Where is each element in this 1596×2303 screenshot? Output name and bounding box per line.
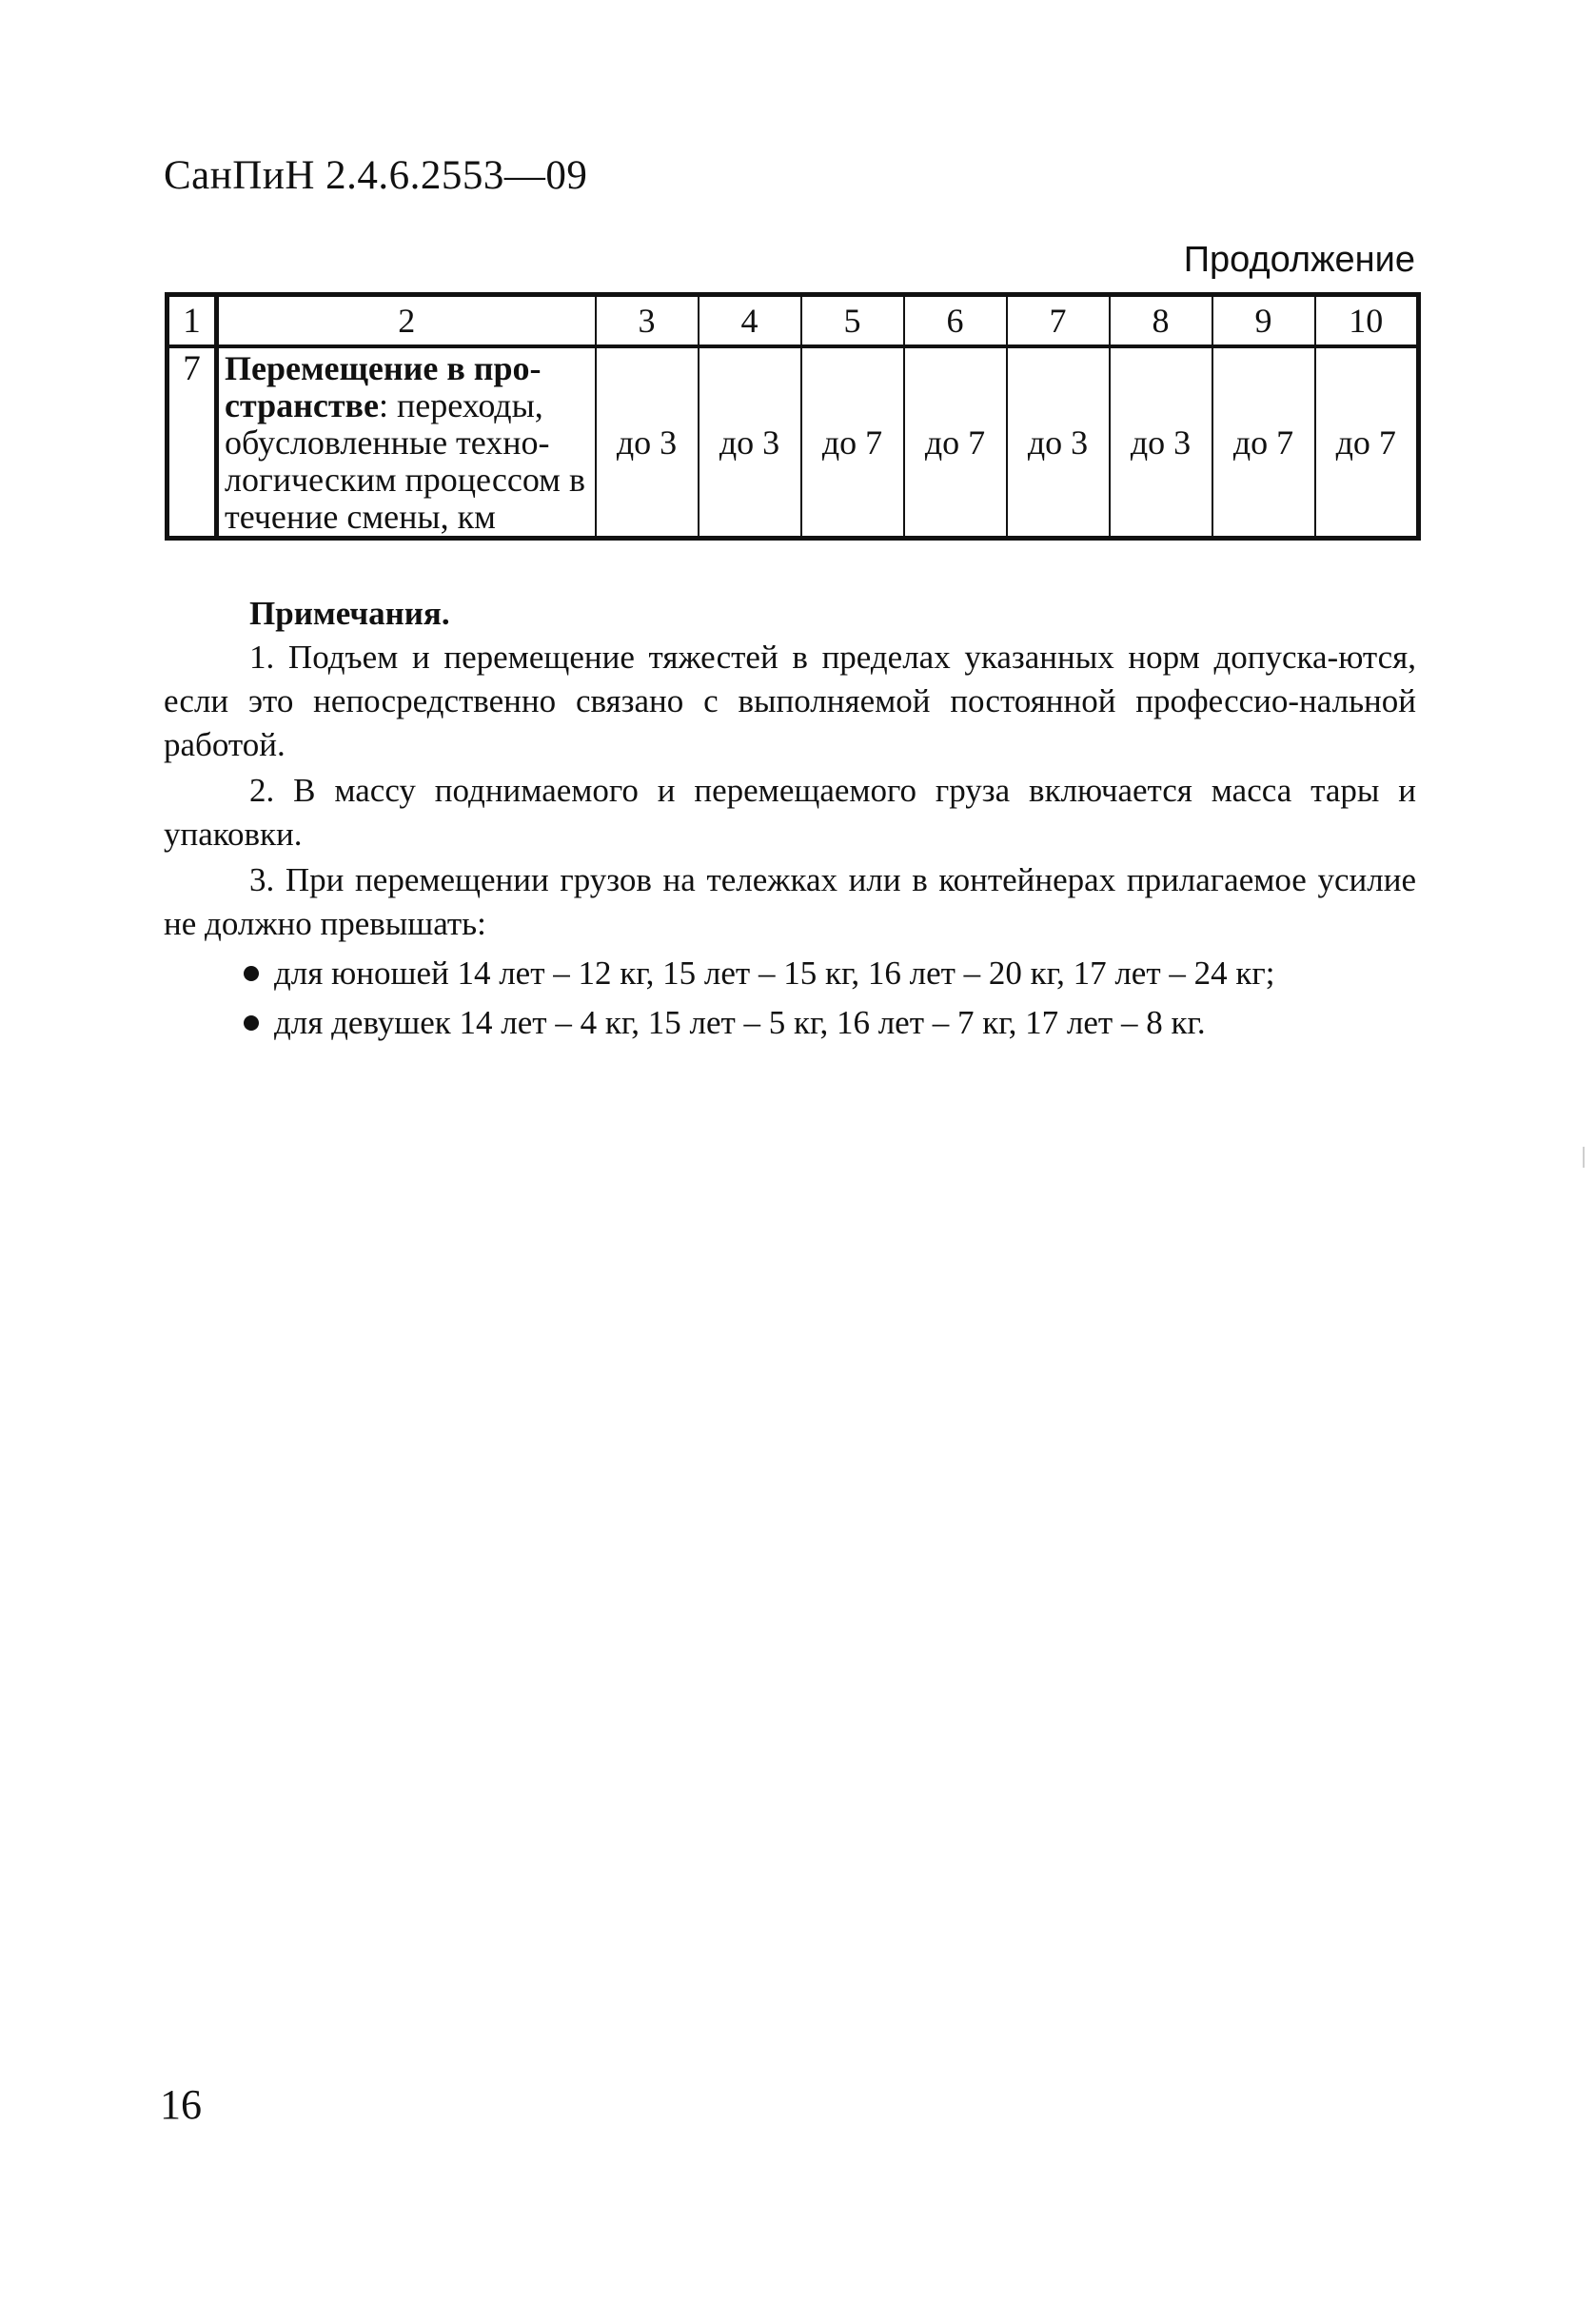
bullet-icon (244, 1015, 259, 1031)
table-cell: до 7 (904, 346, 1007, 539)
note-bullet-list (164, 952, 1416, 1045)
table-cell: до 3 (699, 346, 801, 539)
row-number: 7 (167, 346, 217, 539)
table-cell: до 7 (1315, 346, 1419, 539)
column-header: 7 (1007, 295, 1110, 347)
note-item: 3. При перемещении грузов на тележках или в контейнерах прилагаемое усилие не должно превышать: (164, 861, 1416, 942)
column-header: 2 (217, 295, 596, 347)
table-header-row (167, 295, 1419, 347)
table-cell: до 7 (1212, 346, 1315, 539)
scan-artifact (1583, 1147, 1585, 1168)
row-description (217, 346, 596, 539)
column-header: 5 (801, 295, 904, 347)
list-item (244, 1001, 1416, 1045)
note-item: 1. Подъем и перемещение тяжестей в пределах указанных норм допуска-ются, если это непосредственно связано с выполняемой постоянной профессио-нальной работой. (164, 639, 1416, 763)
table-cell: до 3 (1007, 346, 1110, 539)
bullet-text: для девушек 14 лет – 4 кг, 15 лет – 5 кг, 16 лет – 7 кг, 17 лет – 8 кг. (274, 1004, 1206, 1041)
norms-table (165, 292, 1421, 541)
column-header: 3 (596, 295, 699, 347)
column-header: 10 (1315, 295, 1419, 347)
column-header: 8 (1110, 295, 1212, 347)
notes-section (164, 592, 1416, 1051)
column-header: 6 (904, 295, 1007, 347)
notes-title: Примечания. (249, 595, 450, 632)
document-code-header: СанПиН 2.4.6.2553—09 (164, 153, 588, 198)
bullet-icon (244, 966, 259, 981)
list-item (244, 952, 1416, 995)
table-cell: до 3 (596, 346, 699, 539)
table-row (167, 346, 1419, 539)
row-description-rest: : переходы, обусловленные техно-логическим процессом в течение смены, км (225, 386, 585, 536)
table-cell: до 7 (801, 346, 904, 539)
page-number: 16 (160, 2081, 202, 2128)
column-header: 9 (1212, 295, 1315, 347)
column-header: 4 (699, 295, 801, 347)
continuation-label: Продолжение (1183, 240, 1415, 280)
table-cell: до 3 (1110, 346, 1212, 539)
note-item: 2. В массу поднимаемого и перемещаемого груза включается масса тары и упаковки. (164, 772, 1416, 853)
column-header: 1 (167, 295, 217, 347)
row-description-bold: Перемещение в про-странстве (225, 349, 542, 424)
bullet-text: для юношей 14 лет – 12 кг, 15 лет – 15 кг, 16 лет – 20 кг, 17 лет – 24 кг; (274, 955, 1275, 992)
